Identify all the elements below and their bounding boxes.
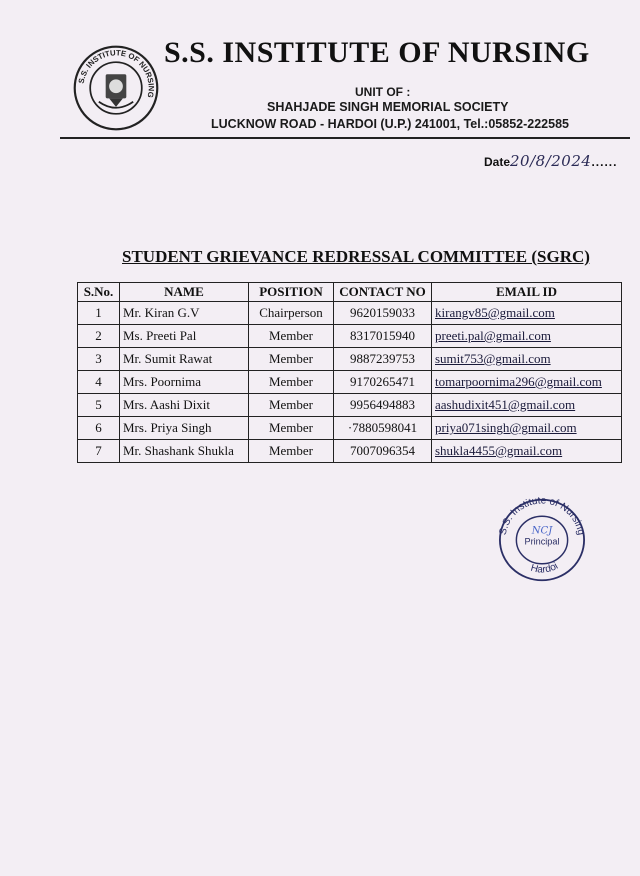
table-row — [78, 348, 622, 371]
email-link[interactable]: aashudixit451@gmail.com — [432, 394, 622, 417]
unit-of-label: UNIT OF : — [355, 85, 411, 99]
cell-contact: 9956494883 — [334, 394, 432, 417]
cell-sno: 6 — [78, 417, 120, 440]
cell-name: Mrs. Priya Singh — [120, 417, 249, 440]
email-link[interactable]: sumit753@gmail.com — [432, 348, 622, 371]
cell-sno: 2 — [78, 325, 120, 348]
cell-contact: 7007096354 — [334, 440, 432, 463]
col-header-email: EMAIL ID — [432, 283, 622, 302]
table-row — [78, 394, 622, 417]
stamp-role: Principal — [524, 536, 560, 547]
cell-contact: ·7880598041 — [334, 417, 432, 440]
header-divider — [60, 137, 630, 139]
cell-position: Member — [249, 371, 334, 394]
cell-contact: 8317015940 — [334, 325, 432, 348]
col-header-position: POSITION — [249, 283, 334, 302]
principal-stamp-icon — [496, 497, 588, 583]
table-row — [78, 371, 622, 394]
email-link[interactable]: kirangv85@gmail.com — [432, 302, 622, 325]
table-header-row — [78, 283, 622, 302]
stamp-signature: NCJ — [531, 525, 553, 537]
cell-sno: 1 — [78, 302, 120, 325]
institute-name: S.S. INSTITUTE OF NURSING — [164, 36, 590, 69]
col-header-contact: CONTACT NO — [334, 283, 432, 302]
cell-sno: 5 — [78, 394, 120, 417]
table-row — [78, 302, 622, 325]
cell-position: Member — [249, 417, 334, 440]
col-header-sno: S.No. — [78, 283, 120, 302]
table-row — [78, 440, 622, 463]
institute-address: LUCKNOW ROAD - HARDOI (U.P.) 241001, Tel.:05852-222585 — [211, 117, 569, 131]
email-link[interactable]: priya071singh@gmail.com — [432, 417, 622, 440]
cell-contact: 9170265471 — [334, 371, 432, 394]
table-row — [78, 417, 622, 440]
society-name: SHAHJADE SINGH MEMORIAL SOCIETY — [267, 100, 509, 114]
stamp-ring-text: S.S. Institute of Nursing — [497, 497, 587, 537]
committee-table — [77, 282, 622, 463]
cell-position: Member — [249, 394, 334, 417]
cell-name: Ms. Preeti Pal — [120, 325, 249, 348]
cell-name: Mrs. Poornima — [120, 371, 249, 394]
cell-contact: 9887239753 — [334, 348, 432, 371]
cell-name: Mr. Sumit Rawat — [120, 348, 249, 371]
cell-position: Member — [249, 325, 334, 348]
cell-contact: 9620159033 — [334, 302, 432, 325]
email-link[interactable]: shukla4455@gmail.com — [432, 440, 622, 463]
cell-position: Chairperson — [249, 302, 334, 325]
cell-name: Mr. Shashank Shukla — [120, 440, 249, 463]
cell-sno: 7 — [78, 440, 120, 463]
cell-name: Mrs. Aashi Dixit — [120, 394, 249, 417]
logo-ring-text: S.S. INSTITUTE OF NURSING — [76, 48, 156, 99]
email-link[interactable]: preeti.pal@gmail.com — [432, 325, 622, 348]
cell-sno: 4 — [78, 371, 120, 394]
date-dots: ...... — [591, 155, 618, 169]
email-link[interactable]: tomarpoornima296@gmail.com — [432, 371, 622, 394]
cell-position: Member — [249, 348, 334, 371]
cell-position: Member — [249, 440, 334, 463]
date-row — [484, 152, 617, 170]
date-label: Date — [484, 155, 511, 169]
table-row — [78, 325, 622, 348]
page-title: STUDENT GRIEVANCE REDRESSAL COMMITTEE (SGRC) — [122, 247, 590, 266]
col-header-name: NAME — [120, 283, 249, 302]
date-value: 20/8/2024 — [510, 152, 592, 170]
institute-logo-icon — [73, 45, 159, 131]
stamp-place: Hardoi — [529, 560, 561, 576]
cell-name: Mr. Kiran G.V — [120, 302, 249, 325]
cell-sno: 3 — [78, 348, 120, 371]
